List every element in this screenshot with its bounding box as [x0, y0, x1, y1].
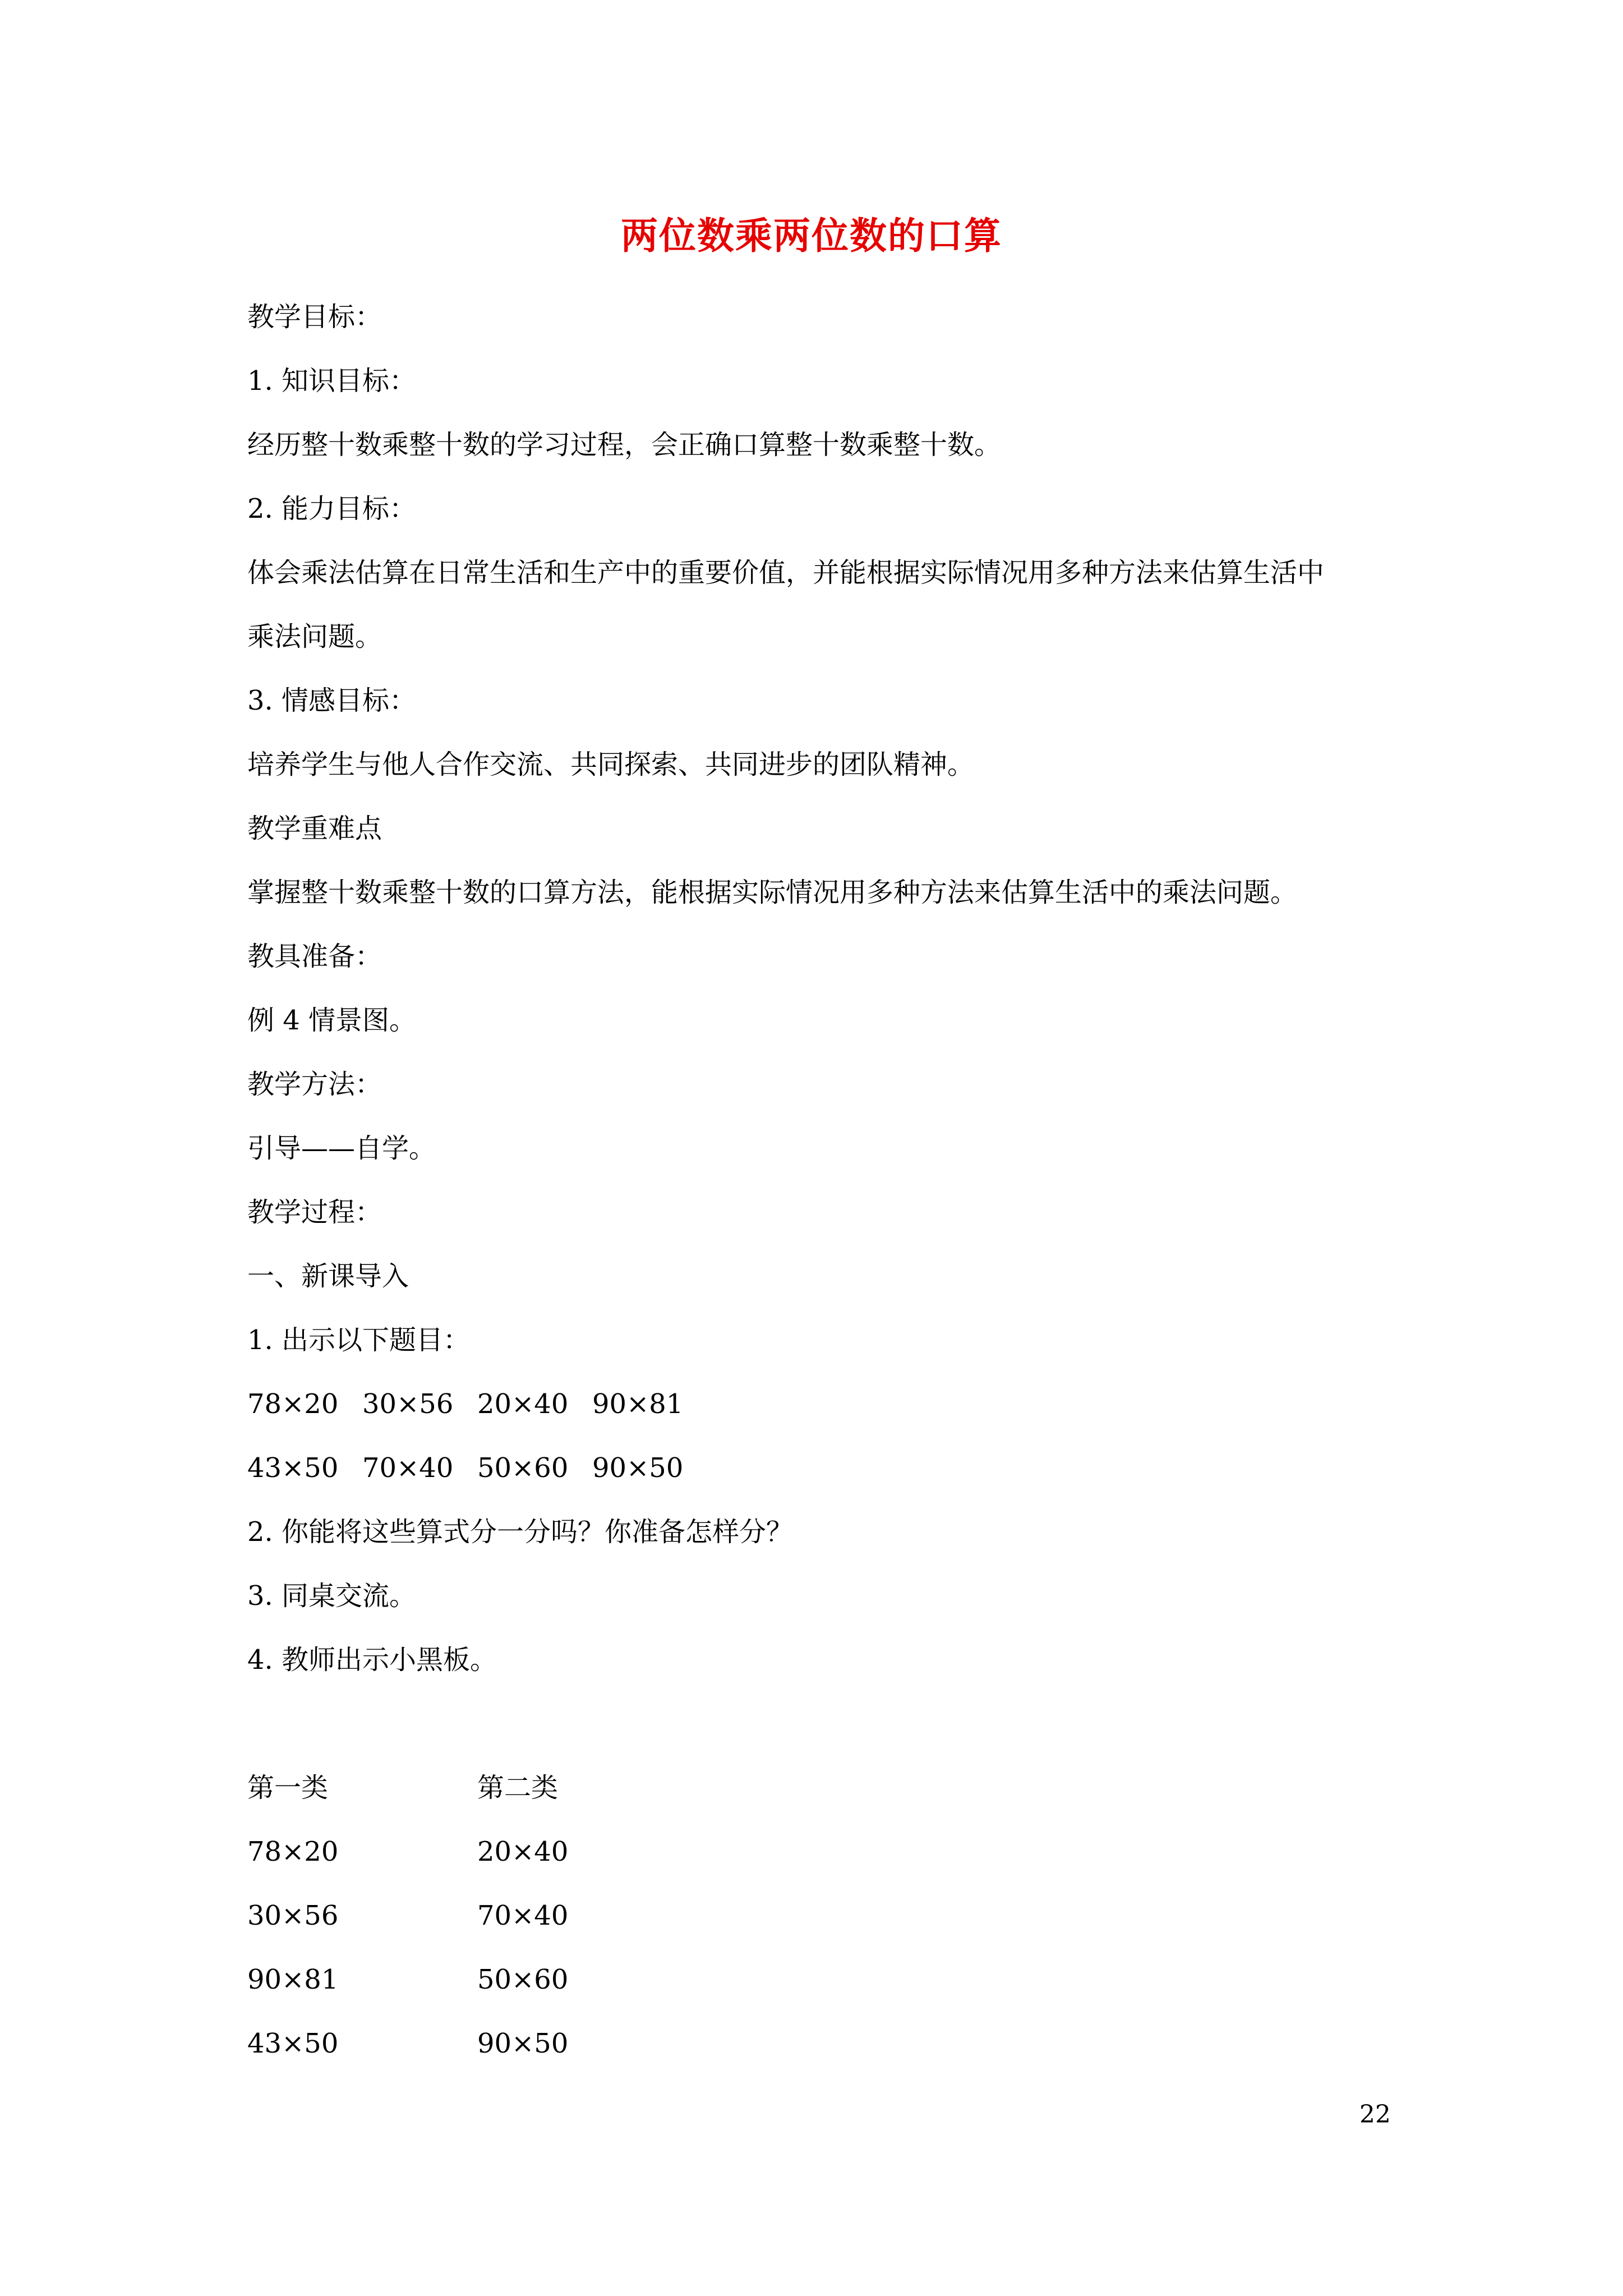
table-row: [247, 1948, 1391, 2012]
table-cell: 50×60: [477, 1964, 569, 1995]
table-row: [247, 2012, 1391, 2076]
step: 3. 同桌交流。: [247, 1580, 417, 1612]
table-cell: 30×56: [247, 1900, 339, 1931]
table-cell: 20×40: [477, 1836, 569, 1867]
paragraph: 培养学生与他人合作交流、共同探索、共同进步的团队精神。: [247, 749, 975, 780]
expression: 78×20: [247, 1388, 339, 1420]
table-cell: 90×81: [247, 1964, 339, 1995]
table-cell: 78×20: [247, 1836, 339, 1867]
table-header: 第二类: [477, 1772, 559, 1803]
step: 4. 教师出示小黑板。: [247, 1644, 497, 1676]
table-row: [247, 1884, 1391, 1948]
paragraph: 引导——自学。: [247, 1133, 436, 1164]
section-heading-materials: 教具准备：: [247, 941, 382, 972]
table-cell: 90×50: [477, 2028, 569, 2059]
expression: 90×50: [592, 1452, 684, 1484]
table-row: [247, 1820, 1391, 1884]
expression: 43×50: [247, 1452, 339, 1484]
expression: 30×56: [362, 1388, 454, 1420]
step-show-problems: 1. 出示以下题目：: [247, 1324, 471, 1356]
subheading-ability-goal: 2. 能力目标：: [247, 493, 417, 524]
step: 2. 你能将这些算式分一分吗？你准备怎样分？: [247, 1516, 794, 1548]
expression: 90×81: [592, 1388, 684, 1420]
subheading-emotion-goal: 3. 情感目标：: [247, 685, 417, 716]
document-title: 两位数乘两位数的口算: [621, 214, 1002, 257]
paragraph: 掌握整十数乘整十数的口算方法，能根据实际情况用多种方法来估算生活中的乘法问题。: [247, 877, 1298, 908]
table-header: 第一类: [247, 1772, 329, 1803]
section-heading-process: 教学过程：: [247, 1197, 382, 1228]
table-cell: 70×40: [477, 1900, 569, 1931]
subheading-new-lesson: 一、新课导入: [247, 1260, 409, 1292]
section-heading-methods: 教学方法：: [247, 1069, 382, 1100]
paragraph-continuation: 乘法问题。: [247, 621, 382, 652]
expression: 50×60: [477, 1452, 569, 1484]
expression: 20×40: [477, 1388, 569, 1420]
expression-row: [247, 1436, 1391, 1500]
page-number: 22: [1359, 2100, 1391, 2129]
paragraph: 经历整十数乘整十数的学习过程，会正确口算整十数乘整十数。: [247, 429, 1002, 461]
section-heading-objectives: 教学目标：: [247, 301, 382, 333]
paragraph: 例 4 情景图。: [247, 1005, 417, 1036]
table-header-row: [247, 1756, 1391, 1820]
paragraph: 体会乘法估算在日常生活和生产中的重要价值，并能根据实际情况用多种方法来估算生活中: [247, 557, 1325, 588]
table-cell: 43×50: [247, 2028, 339, 2059]
section-heading-key-points: 教学重难点: [247, 813, 382, 844]
expression: 70×40: [362, 1452, 454, 1484]
document-body: [247, 285, 1391, 2076]
subheading-knowledge-goal: 1. 知识目标：: [247, 365, 417, 397]
blank-line: [247, 1692, 1391, 1756]
expression-row: [247, 1372, 1391, 1436]
